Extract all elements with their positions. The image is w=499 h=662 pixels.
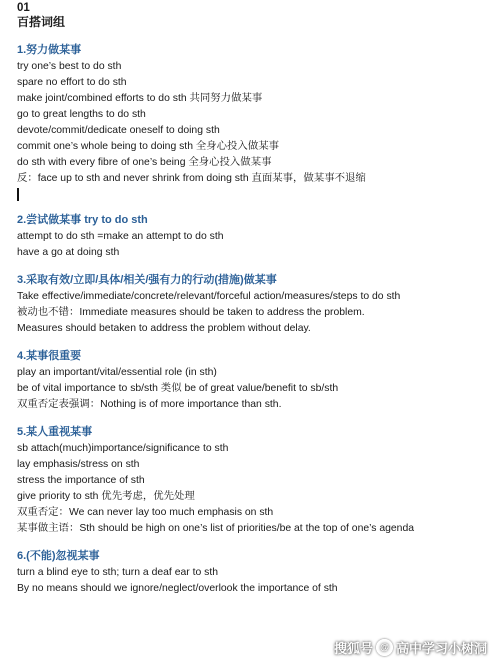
phrase-line: attempt to do sth =make an attempt to do sth (17, 231, 224, 242)
phrase-line: sb attach(much)importance/significance to sth (17, 443, 229, 454)
section-attach-importance (17, 424, 487, 537)
phrase-line: 双重否定表强调：Nothing is of more importance than sth. (17, 399, 282, 410)
phrase-line: be of vital importance to sb/sth 类似 be of great value/benefit to sb/sth (17, 383, 339, 394)
section-ignore (17, 548, 487, 597)
section-heading: 1.努力做某事 (17, 44, 82, 56)
text-cursor (17, 188, 19, 201)
section-heading: 2.尝试做某事 try to do sth (17, 214, 148, 226)
phrase-line: 反：face up to sth and never shrink from doing sth 直面某事，做某事不退缩 (17, 173, 366, 184)
section-take-action (17, 272, 487, 337)
phrase-line: go to great lengths to do sth (17, 109, 146, 120)
phrase-line: try one’s best to do sth (17, 61, 122, 72)
phrase-line: turn a blind eye to sth; turn a deaf ear to sth (17, 567, 219, 578)
phrase-line: give priority to sth 优先考虑，优先处理 (17, 491, 195, 502)
phrase-line: have a go at doing sth (17, 247, 120, 258)
section-attempt (17, 212, 487, 261)
phrase-line: spare no effort to do sth (17, 77, 127, 88)
document-body (17, 2, 487, 608)
section-importance (17, 348, 487, 413)
phrase-line: Measures should betaken to address the problem without delay. (17, 323, 311, 334)
section-heading: 5.某人重视某事 (17, 426, 93, 438)
phrase-line: do sth with every fibre of one’s being 全身心投入做某事 (17, 157, 272, 168)
watermark-prefix: 搜狐号 (333, 641, 373, 656)
phrase-line: Take effective/immediate/concrete/relevant/forceful action/measures/steps to do sth (17, 291, 401, 302)
phrase-line: 双重否定：We can never lay too much emphasis on sth (17, 507, 274, 518)
phrase-line: devote/commit/dedicate oneself to doing sth (17, 125, 220, 136)
section-heading: 6.(不能)忽视某事 (17, 550, 100, 562)
phrase-line: By no means should we ignore/neglect/overlook the importance of sth (17, 583, 338, 594)
phrase-line: stress the importance of sth (17, 475, 145, 486)
section-effort (17, 42, 487, 201)
phrase-line: make joint/combined efforts to do sth 共同努力做某事 (17, 93, 263, 104)
section-heading: 4.某事很重要 (17, 350, 82, 362)
section-heading: 3.采取有效/立即/具体/相关/强有力的行动(措施)做某事 (17, 274, 277, 286)
watermark-name: 高中学习小树洞 (395, 641, 487, 656)
at-icon: @ (376, 639, 393, 656)
doc-number: 01 (17, 2, 30, 14)
phrase-line: lay emphasis/stress on sth (17, 459, 140, 470)
phrase-line: commit one’s whole being to doing sth 全身心投入做某事 (17, 141, 279, 152)
phrase-line: 某事做主语：Sth should be high on one’s list of priorities/be at the top of one’s agenda (17, 523, 415, 534)
doc-title: 百搭词组 (17, 15, 66, 29)
phrase-line: 被动也不错：Immediate measures should be taken to address the problem. (17, 307, 365, 318)
phrase-line: play an important/vital/essential role (in sth) (17, 367, 217, 378)
watermark (334, 638, 487, 657)
